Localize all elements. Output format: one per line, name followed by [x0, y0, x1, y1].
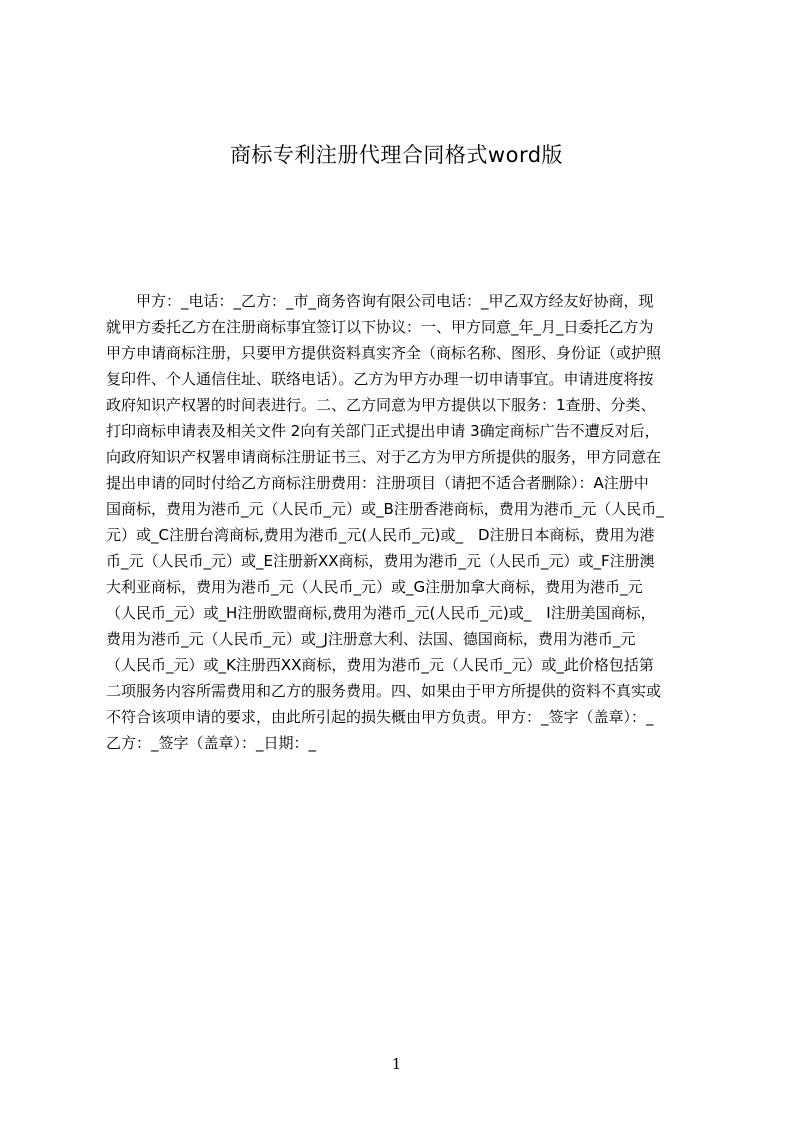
- body-line-2: 就甲方委托乙方在注册商标事宜签订以下协议：一、甲方同意_年_月_日委托乙方为: [106, 318, 654, 336]
- document-title: 商标专利注册代理合同格式word版: [229, 143, 564, 167]
- contract-body: [106, 288, 698, 756]
- body-line-9: 国商标，费用为港币_元（人民币_元）或_B注册香港商标，费用为港币_元（人民币_: [106, 500, 664, 518]
- body-line-18: 乙方：_签字（盖章）：_日期：_: [106, 734, 317, 752]
- body-line-5: 政府知识产权署的时间表进行。二、乙方同意为甲方提供以下服务：1查册、分类、: [106, 396, 656, 414]
- body-line-1: 甲方：_电话：_乙方：_市_商务咨询有限公司电话：_甲乙双方经友好协商，现: [106, 292, 654, 310]
- body-line-4: 复印件、个人通信住址、联络电话）。乙方为甲方办理一切申请事宜。申请进度将按: [106, 370, 654, 388]
- body-line-12: 大利亚商标，费用为港币_元（人民币_元）或_G注册加拿大商标，费用为港币_元: [106, 578, 643, 596]
- body-line-3: 甲方申请商标注册，只要甲方提供资料真实齐全（商标名称、图形、身份证（或护照: [106, 344, 662, 362]
- body-line-16: 二项服务内容所需费用和乙方的服务费用。四、如果由于甲方所提供的资料不真实或: [106, 682, 662, 700]
- body-line-8: 提出申请的同时付给乙方商标注册费用：注册项目（请把不适合者删除）：A注册中: [106, 474, 649, 492]
- body-line-15: （人民币_元）或_K注册西XX商标，费用为港币_元（人民币_元）或_此价格包括第: [106, 656, 654, 674]
- page-number: 1: [391, 1055, 402, 1073]
- body-line-10: 元）或_C注册台湾商标,费用为港币_元(人民币_元)或_ D注册日本商标，费用为港: [106, 526, 655, 544]
- body-line-17: 不符合该项申请的要求，由此所引起的损失概由甲方负责。甲方：_签字（盖章）：_: [106, 708, 654, 726]
- body-line-13: （人民币_元）或_H注册欧盟商标,费用为港币_元(人民币_元)或_ I注册美国商标，: [106, 604, 656, 622]
- body-line-7: 向政府知识产权署申请商标注册证书三、对于乙方为甲方所提供的服务，甲方同意在: [106, 448, 662, 466]
- body-line-14: 费用为港币_元（人民币_元）或_J注册意大利、法国、德国商标，费用为港币_元: [106, 630, 636, 648]
- body-line-6: 打印商标申请表及相关文件 2向有关部门正式提出申请 3确定商标广告不遭反对后，: [106, 422, 660, 440]
- body-line-11: 币_元（人民币_元）或_E注册新XX商标，费用为港币_元（人民币_元）或_F注册澳: [106, 552, 655, 570]
